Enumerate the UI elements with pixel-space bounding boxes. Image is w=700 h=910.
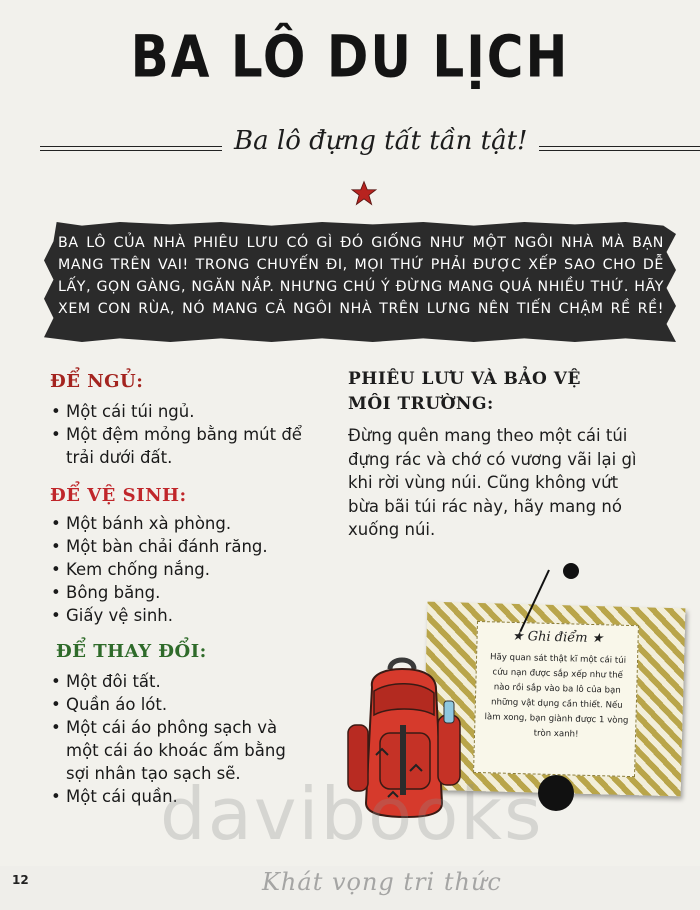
star-icon bbox=[351, 180, 377, 206]
note-title: ★ Ghi điểm ★ bbox=[511, 628, 604, 647]
intro-text: BA LÔ CỦA NHÀ PHIÊU LƯU CÓ GÌ ĐÓ GIỐNG NHƯ MỘT NGÔI NHÀ MÀ BẠN MANG TRÊN VAI! TRONG CHUYẾN ĐI, MỌI THỨ PHẢI ĐƯỢC XẾP SAO CHO DỄ LẤY, GỌN GÀNG, NGĂN NẮP. NHƯNG CHÚ Ý ĐỪNG MANG QUÁ NHIỀU THỨ. HÃY XEM CON RÙA, NÓ MANG CẢ NGÔI NHÀ TRÊN LƯNG NÊN TIẾN CHẬM RỀ RỀ! bbox=[58, 235, 664, 317]
note-inner bbox=[473, 621, 639, 777]
list-item: • Một cái túi ngủ. bbox=[48, 400, 308, 423]
list-item: • Một cái áo phông sạch và một cái áo khoác ấm bằng sợi nhân tạo sạch sẽ. bbox=[48, 716, 310, 785]
subtitle: Ba lô đựng tất tần tật! bbox=[222, 126, 539, 156]
heading-environment-line2: MÔI TRƯỜNG: bbox=[348, 394, 494, 414]
heading-environment-line1: PHIÊU LƯU VÀ BẢO VỆ bbox=[348, 369, 581, 389]
list-item: • Một bàn chải đánh răng. bbox=[48, 535, 318, 558]
heading-hygiene: ĐỂ VỆ SINH: bbox=[50, 485, 187, 506]
list-item: • Quần áo lót. bbox=[48, 693, 310, 716]
page-title: BA LÔ DU LỊCH bbox=[130, 23, 570, 91]
note-body: Hãy quan sát thật kĩ một cái túi cứu nạn được sắp xếp như thế nào rồi sắp vào ba lô của bạn những vật dụng cần thiết. Nếu làm xong, bạn giành được 1 vòng tròn xanh! bbox=[484, 652, 629, 740]
heading-sleep: ĐỂ NGỦ: bbox=[50, 371, 144, 392]
list-item: • Một cái quần. bbox=[48, 785, 310, 808]
list-sleep bbox=[48, 400, 308, 469]
list-item: • Kem chống nắng. bbox=[48, 558, 318, 581]
list-item: • Một đệm mỏng bằng mút để trải dưới đất. bbox=[48, 423, 308, 469]
slogan: Khát vọng tri thức bbox=[262, 868, 502, 896]
watermark: davibooks bbox=[160, 772, 544, 856]
list-hygiene bbox=[48, 512, 318, 627]
page-number: 12 bbox=[12, 873, 29, 887]
list-item: • Giấy vệ sinh. bbox=[48, 604, 318, 627]
heading-change: ĐỂ THAY ĐỔI: bbox=[56, 641, 207, 662]
list-item: • Bông băng. bbox=[48, 581, 318, 604]
list-item: • Một bánh xà phòng. bbox=[48, 512, 318, 535]
list-item: • Một đôi tất. bbox=[48, 670, 310, 693]
environment-text: Đừng quên mang theo một cái túi đựng rác và chớ có vương vãi lại gì khi rời vùng núi. Cũng không vứt bừa bãi túi rác này, hãy mang nó xuống núi. bbox=[348, 426, 637, 539]
heading-environment bbox=[348, 367, 581, 417]
pin-icon bbox=[563, 563, 579, 579]
